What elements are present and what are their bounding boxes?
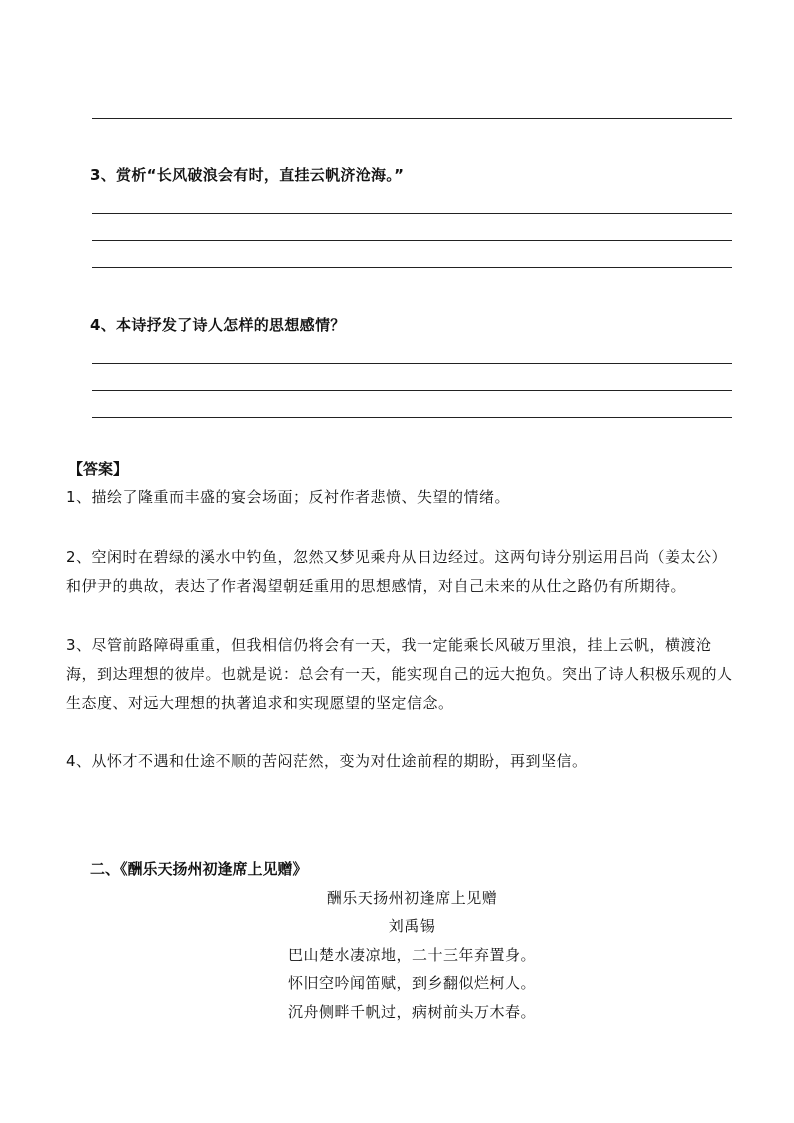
poem-title: 酬乐天扬州初逢席上见赠 <box>326 889 498 907</box>
question-4: 4、本诗抒发了诗人怎样的思想感情？ <box>90 316 346 334</box>
answer-1: 1、描绘了隆重而丰盛的宴会场面；反衬作者悲愤、失望的情绪。 <box>66 488 511 506</box>
answer-line <box>92 363 732 364</box>
question-3: 3、赏析“长风破浪会有时，直挂云帆济沧海。” <box>90 166 405 184</box>
answer-line <box>92 240 732 241</box>
answer-line <box>92 390 732 391</box>
poem-author: 刘禹锡 <box>388 917 436 935</box>
poem-line: 沉舟侧畔千帆过，病树前头万木春。 <box>287 1003 536 1021</box>
poem-line: 怀旧空吟闻笛赋，到乡翻似烂柯人。 <box>287 974 536 992</box>
answer-heading: 【答案】 <box>68 460 129 478</box>
section-title: 二、《酬乐天扬州初逢席上见赠》 <box>90 860 308 878</box>
answer-line <box>92 213 732 214</box>
answer-2: 2、空闲时在碧绿的溪水中钓鱼，忽然又梦见乘舟从日边经过。这两句诗分别运用吕尚（姜太公）和伊尹的典故，表达了作者渴望朝廷重用的思想感情，对自己未来的从仕之路仍有所期待。 <box>66 548 728 595</box>
answer-line <box>92 417 732 418</box>
answer-line <box>92 267 732 268</box>
answer-4: 4、从怀才不遇和仕途不顺的苦闷茫然，变为对仕途前程的期盼，再到坚信。 <box>66 752 588 770</box>
answer-3: 3、尽管前路障碍重重，但我相信仍将会有一天，我一定能乘长风破万里浪，挂上云帆，横渡沧海，到达理想的彼岸。也就是说：总会有一天，能实现自己的远大抱负。突出了诗人积极乐观的人生态度、对远大理想的执著追求和实现愿望的坚定信念。 <box>66 636 733 712</box>
answer-line <box>92 118 732 119</box>
poem-line: 巴山楚水凄凉地，二十三年弃置身。 <box>287 946 536 964</box>
